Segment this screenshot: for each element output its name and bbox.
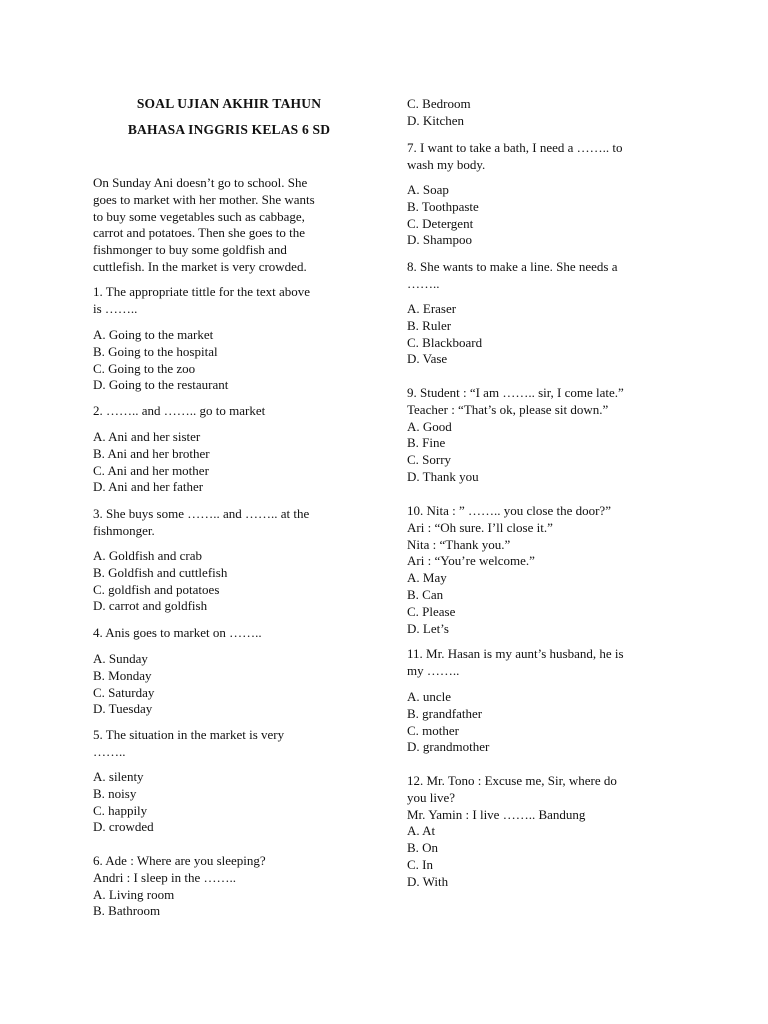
question-12: [407, 773, 687, 891]
answer-option[interactable]: C. Saturday: [93, 684, 155, 700]
question-text: my ……..: [407, 662, 460, 678]
answer-option[interactable]: D. Vase: [407, 351, 448, 367]
answer-option[interactable]: D. Let’s: [407, 620, 449, 636]
question-text: 9. Student : “I am …….. sir, I come late.”: [407, 385, 624, 400]
question-11-options: [407, 689, 687, 756]
answer-option[interactable]: D. With: [407, 873, 449, 889]
answer-option[interactable]: C. Bedroom: [407, 96, 471, 111]
answer-option[interactable]: A. May: [407, 570, 447, 586]
answer-option[interactable]: D. Kitchen: [407, 112, 465, 128]
question-7-options: [407, 182, 687, 249]
question-text: wash my body.: [407, 156, 486, 172]
question-text: ……..: [93, 743, 126, 759]
question-text: fishmonger.: [93, 522, 155, 538]
question-5: [93, 727, 365, 761]
answer-option[interactable]: C. happily: [93, 802, 148, 818]
exam-subtitle: BAHASA INGGRIS KELAS 6 SD: [127, 122, 331, 137]
question-text: Nita : “Thank you.”: [407, 536, 511, 552]
answer-option[interactable]: C. Sorry: [407, 452, 452, 468]
answer-option[interactable]: D. Thank you: [407, 468, 479, 484]
passage-line: cuttlefish. In the market is very crowded.: [93, 258, 307, 274]
passage-line: to buy some vegetables such as cabbage,: [93, 208, 305, 224]
answer-option[interactable]: A. Goldfish and crab: [93, 548, 203, 563]
question-text: 4. Anis goes to market on ……..: [93, 625, 262, 640]
answer-option[interactable]: A. Good: [407, 418, 452, 434]
question-10: [407, 503, 687, 637]
answer-option[interactable]: A. Soap: [407, 182, 449, 197]
answer-option[interactable]: C. mother: [407, 722, 459, 738]
answer-option[interactable]: C. Blackboard: [407, 334, 483, 350]
passage-line: On Sunday Ani doesn’t go to school. She: [93, 175, 308, 190]
passage-line: fishmonger to buy some goldfish and: [93, 242, 287, 258]
answer-option[interactable]: B. noisy: [93, 785, 137, 801]
answer-option[interactable]: D. Tuesday: [93, 701, 153, 717]
question-2-options: [93, 429, 365, 496]
question-text: Mr. Yamin : I live …….. Bandung: [407, 806, 586, 822]
question-9: [407, 385, 687, 486]
question-text: 8. She wants to make a line. She needs a: [407, 259, 618, 274]
answer-option[interactable]: C. Detergent: [407, 215, 474, 231]
answer-option[interactable]: C. Ani and her mother: [93, 462, 209, 478]
question-text: 11. Mr. Hasan is my aunt’s husband, he is: [407, 646, 624, 661]
answer-option[interactable]: B. Monday: [93, 667, 152, 683]
answer-option[interactable]: A. uncle: [407, 689, 452, 704]
question-3-options: [93, 548, 365, 615]
question-text: 6. Ade : Where are you sleeping?: [93, 853, 266, 868]
answer-option[interactable]: B. On: [407, 840, 439, 856]
question-text: Ari : “Oh sure. I’ll close it.”: [407, 519, 553, 535]
question-text: 5. The situation in the market is very: [93, 727, 285, 742]
passage-line: carrot and potatoes. Then she goes to the: [93, 225, 306, 241]
passage-line: goes to market with her mother. She wants: [93, 191, 315, 207]
question-11: [407, 646, 687, 680]
question-1-options: [93, 327, 365, 394]
question-text: 12. Mr. Tono : Excuse me, Sir, where do: [407, 773, 617, 788]
answer-option[interactable]: B. Bathroom: [93, 903, 161, 919]
question-text: 3. She buys some …….. and …….. at the: [93, 506, 310, 521]
question-8: [407, 259, 687, 293]
answer-option[interactable]: C. In: [407, 856, 433, 872]
answer-option[interactable]: D. carrot and goldfish: [93, 598, 208, 614]
question-5-options: [93, 769, 365, 836]
question-text: 2. …….. and …….. go to market: [93, 403, 266, 418]
question-3: [93, 506, 365, 540]
question-2: [93, 403, 365, 420]
answer-option[interactable]: D. Ani and her father: [93, 479, 204, 495]
answer-option[interactable]: D. grandmother: [407, 739, 490, 755]
question-4-options: [93, 651, 365, 718]
answer-option[interactable]: A. Sunday: [93, 651, 148, 666]
question-text: ……..: [407, 275, 440, 291]
question-text: 1. The appropriate tittle for the text above: [93, 284, 311, 299]
answer-option[interactable]: B. Fine: [407, 435, 446, 451]
answer-option[interactable]: B. grandfather: [407, 705, 483, 721]
answer-option[interactable]: D. Shampoo: [407, 232, 472, 248]
question-6: [93, 853, 365, 920]
answer-option[interactable]: B. Ani and her brother: [93, 445, 210, 461]
answer-option[interactable]: D. crowded: [93, 819, 154, 835]
question-7: [407, 140, 687, 174]
reading-passage: [93, 175, 365, 276]
question-4: [93, 625, 365, 642]
answer-option[interactable]: D. Going to the restaurant: [93, 377, 229, 393]
question-text: is ……..: [93, 300, 138, 316]
question-text: Andri : I sleep in the ……..: [93, 869, 236, 885]
answer-option[interactable]: B. Toothpaste: [407, 198, 479, 214]
answer-option[interactable]: C. goldfish and potatoes: [93, 581, 220, 597]
answer-option[interactable]: A. At: [407, 823, 436, 839]
answer-option[interactable]: A. Ani and her sister: [93, 429, 201, 444]
answer-option[interactable]: A. Eraser: [407, 301, 457, 316]
answer-option[interactable]: C. Please: [407, 603, 456, 619]
answer-option[interactable]: B. Going to the hospital: [93, 343, 218, 359]
answer-option[interactable]: B. Goldfish and cuttlefish: [93, 564, 228, 580]
answer-option[interactable]: C. Going to the zoo: [93, 360, 196, 376]
question-1: [93, 284, 365, 318]
question-8-options: [407, 301, 687, 368]
answer-option[interactable]: B. Can: [407, 586, 444, 602]
answer-option[interactable]: A. Going to the market: [93, 327, 214, 342]
answer-option[interactable]: B. Ruler: [407, 317, 452, 333]
question-6-continued: [407, 96, 687, 130]
question-text: 10. Nita : ” …….. you close the door?”: [407, 503, 611, 518]
answer-option[interactable]: A. silenty: [93, 769, 144, 784]
answer-option[interactable]: A. Living room: [93, 886, 175, 902]
question-text: you live?: [407, 789, 456, 805]
exam-title: SOAL UJIAN AKHIR TAHUN: [136, 96, 322, 111]
question-text: Ari : “You’re welcome.”: [407, 553, 535, 569]
question-text: 7. I want to take a bath, I need a …….. to: [407, 140, 623, 155]
question-text: Teacher : “That’s ok, please sit down.”: [407, 401, 609, 417]
